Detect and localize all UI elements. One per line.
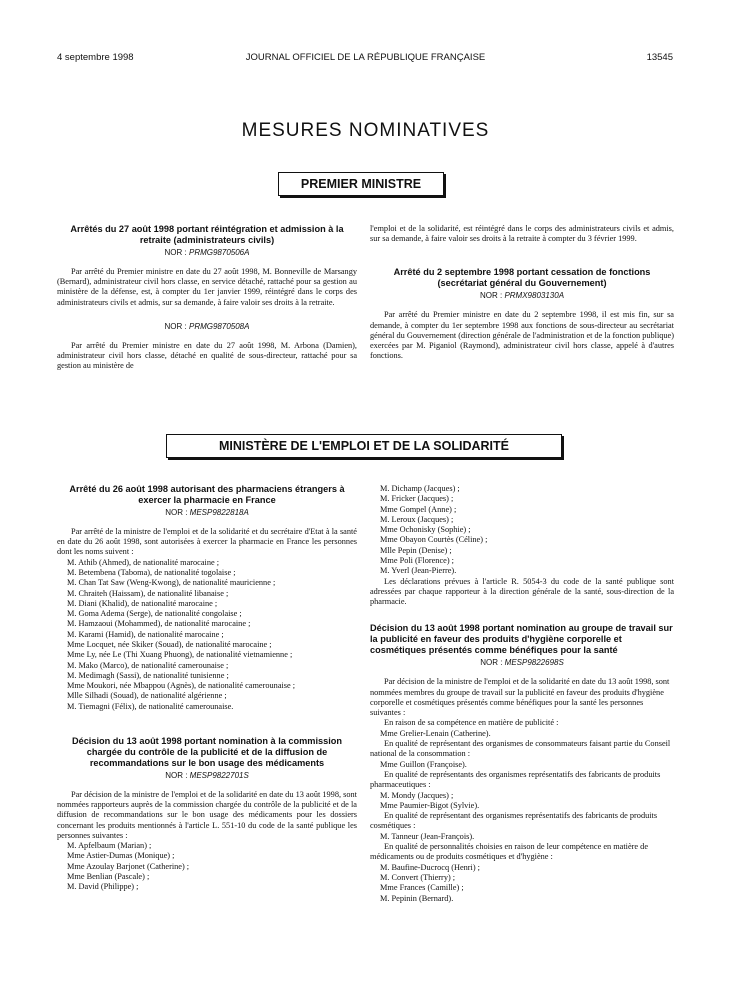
nor-line: NOR : MESP9822701S [165,771,249,781]
article-title: Décision du 13 août 1998 portant nomination à la commission chargée du contrôle de la publicité et de la diffusion de recommandations sur le bon usage des médicaments [71,736,343,769]
list-item: M. Tanneur (Jean-François). [380,831,475,841]
list-item: M. Baufine-Ducrocq (Henri) ; [380,862,480,872]
list-item: Mme Ly, née Le (Thi Xuang Phuong), de nationalité vietnamienne ; [67,650,293,660]
list-item: M. Hamzaoui (Mohammed), de nationalité marocaine ; [67,619,251,629]
list-item: Mlle Pepin (Denise) ; [380,545,452,555]
article-paragraph: Par arrêté de la ministre de l'emploi et de la solidarité et du secrétaire d'Etat à la santé en date du 26 août 1998, sont autorisées à exercer la pharmacie en France les personnes dont les noms suivent : [57,527,357,557]
list-item: Mme Poli (Florence) ; [380,556,454,566]
article-title: Arrêtés du 27 août 1998 portant réintégration et admission à la retraite (administrateurs civils) [70,224,344,245]
list-item: Mme Benlian (Pascale) ; [67,871,150,881]
list-item: Mme Locquet, née Skiker (Souad), de nationalité marocaine ; [67,639,272,649]
list-item: Mme Paumier-Bigot (Sylvie). [380,800,480,810]
list-item: M. Dichamp (Jacques) ; [380,484,460,493]
list-item: M. Yverl (Jean-Pierre). [380,566,457,576]
section-premier-ministre: PREMIER MINISTRE [278,172,444,196]
list-item: Mme Ochonisky (Sophie) ; [380,525,471,535]
article-title: Décision du 13 août 1998 portant nomination au groupe de travail sur la publicité en faveur des produits d'hygiène corporelle et cosmétiques présentés comme bénéfiques pour la santé [370,623,673,656]
article-paragraph: En qualité de représentants des organismes représentatifs des fabricants de produits pharmaceutiques : [370,769,661,790]
list-item: Mme Frances (Camille) ; [380,883,464,893]
article-paragraph: Par arrêté du Premier ministre en date du 2 septembre 1998, il est mis fin, sur sa demande, à compter du 1er septembre 1998 aux fonctions de sous-directeur au secrétariat général du Gouvernement (direction générale de l'administration et de la fonction publique) exercées par M. Piganiol (Raymond), administrateur civil hors classe, appelé à d'autres fonctions. [370,310,674,361]
header-date: 4 septembre 1998 [57,52,134,63]
article-paragraph-continued: l'emploi et de la solidarité, est réintégré dans le corps des administrateurs civils et admis, sur sa demande, à faire valoir ses droits à la retraite à compter du 3 février 1999. [370,224,674,244]
s2-left-column [57,484,357,893]
list-item: Mme Astier-Dumas (Monique) ; [67,851,175,861]
list-item: M. Goma Adema (Serge), de nationalité congolaise ; [67,609,242,619]
article-paragraph: En qualité de représentant des organismes représentatifs des fabricants de produits cosmétiques : [370,811,658,831]
list-item: M. Karami (Hamid), de nationalité marocaine ; [67,629,224,639]
working-group-members [370,677,674,904]
list-item: M. Pepinin (Bernard). [380,893,454,903]
header-journal: JOURNAL OFFICIEL DE LA RÉPUBLIQUE FRANÇAISE [245,52,486,63]
s2-right-column [370,484,674,904]
list-item: M. Diani (Khalid), de nationalité marocaine ; [67,598,218,608]
list-item: M. Athib (Ahmed), de nationalité marocaine ; [67,557,220,567]
s1-left-column [57,224,357,371]
nor-line: NOR : MESP9822818A [165,508,249,517]
list-item: M. Betembena (Taboma), de nationalité togolaise ; [67,567,236,577]
list-item: M. David (Philippe) ; [67,882,139,892]
list-item: M. Convert (Thierry) ; [380,872,456,882]
nor-line: NOR : PRMX9803130A [479,291,565,301]
list-item: M. Chraiteh (Haissam), de nationalité libanaise ; [67,588,229,598]
rapporteurs-list-continued [370,484,674,577]
list-item: Mme Gompel (Anne) ; [380,504,457,514]
article-paragraph: Par arrêté du Premier ministre en date du 27 août 1998, M. Arbona (Damien), administrateur civil hors classe, détaché en qualité de sous-directeur, rattaché pour sa gestion au ministère de [57,340,357,371]
list-item: M. Apfelbaum (Marian) ; [67,841,152,851]
article-paragraph: En raison de sa compétence en matière de publicité : [384,718,559,728]
list-item: Mme Obayon Courtès (Céline) ; [380,535,488,545]
list-item: M. Tiemagni (Félix), de nationalité camerounaise. [67,701,234,711]
list-item: Mme Guillon (Françoise). [380,759,467,769]
pharmacists-list [57,558,357,712]
list-item: M. Leroux (Jacques) ; [380,514,454,524]
article-paragraph: En qualité de représentant des organismes de consommateurs faisant partie du Conseil national de la consommation : [370,739,671,759]
list-item: Mme Azoulay Barjonet (Catherine) ; [67,861,190,871]
header-page-number: 13545 [646,52,673,63]
list-item: M. Mondy (Jacques) ; [380,790,454,800]
article-paragraph: Par décision de la ministre de l'emploi et de la solidarité en date du 13 août 1998, sont nommées rapporteurs auprès de la commission chargée du contrôle de la publicité et de la diffusion de recommandations sur le bon usage des médicaments pour les dossiers concernant les produits mentionnés à l'article L. 551-10 du code de la santé publique les personnes suivantes : [57,790,357,840]
nor-line: NOR : MESP9822698S [480,658,564,668]
article-paragraph: Par arrêté du Premier ministre en date du 27 août 1998, M. Bonneville de Marsangy (Bernard), administrateur civil hors classe, en service détaché, rattaché pour sa gestion au ministère de la défense, est, à compter du 1er janvier 1999, réintégré dans le corps des administrateurs civils et admis, sur sa demande, à faire valoir ses droits à la retraite. [57,267,357,307]
page-title: MESURES NOMINATIVES [241,120,490,141]
list-item: Mlle Silhadi (Souad), de nationalité algérienne ; [67,691,227,701]
nor-line: NOR : PRMG9870508A [164,321,250,331]
section-ministere-emploi: MINISTÈRE DE L'EMPLOI ET DE LA SOLIDARITÉ [166,434,562,458]
nor-line: NOR : PRMG9870506A [164,248,250,257]
article-paragraph: Les déclarations prévues à l'article R. 5054-3 du code de la santé publique sont adressées par chaque rapporteur à la direction générale de la santé, sous-direction de la pharmacie. [370,576,674,607]
article-title: Arrêté du 2 septembre 1998 portant cessation de fonctions (secrétariat général du Gouvernement) [393,267,651,289]
list-item: M. Mako (Marco), de nationalité camerounaise ; [67,660,229,670]
list-item: M. Chan Tat Saw (Weng-Kwong), de nationalité mauricienne ; [67,578,276,588]
rapporteurs-list [57,841,357,892]
article-paragraph: En qualité de personnalités choisies en raison de leur compétence en matière de médicaments ou de produits cosmétiques et d'hygiène : [370,842,649,862]
list-item: Mme Grelier-Lenain (Catherine). [380,728,491,738]
list-item: Mme Moukori, née Mbappou (Agnès), de nationalité camerounaise ; [67,681,296,691]
list-item: M. Medimagh (Sassi), de nationalité tunisienne ; [67,670,229,680]
article-title: Arrêté du 26 août 1998 autorisant des pharmaciens étrangers à exercer la pharmacie en France [69,484,345,505]
article-paragraph: Par décision de la ministre de l'emploi et de la solidarité en date du 13 août 1998, sont nommées membres du groupe de travail sur la publicité en faveur des produits d'hygiène corporelle et cosmétiques présentés comme bénéfiques pour la santé les personnes suivantes : [370,677,670,718]
list-item: M. Fricker (Jacques) ; [380,494,454,504]
s1-right-column [370,224,674,361]
